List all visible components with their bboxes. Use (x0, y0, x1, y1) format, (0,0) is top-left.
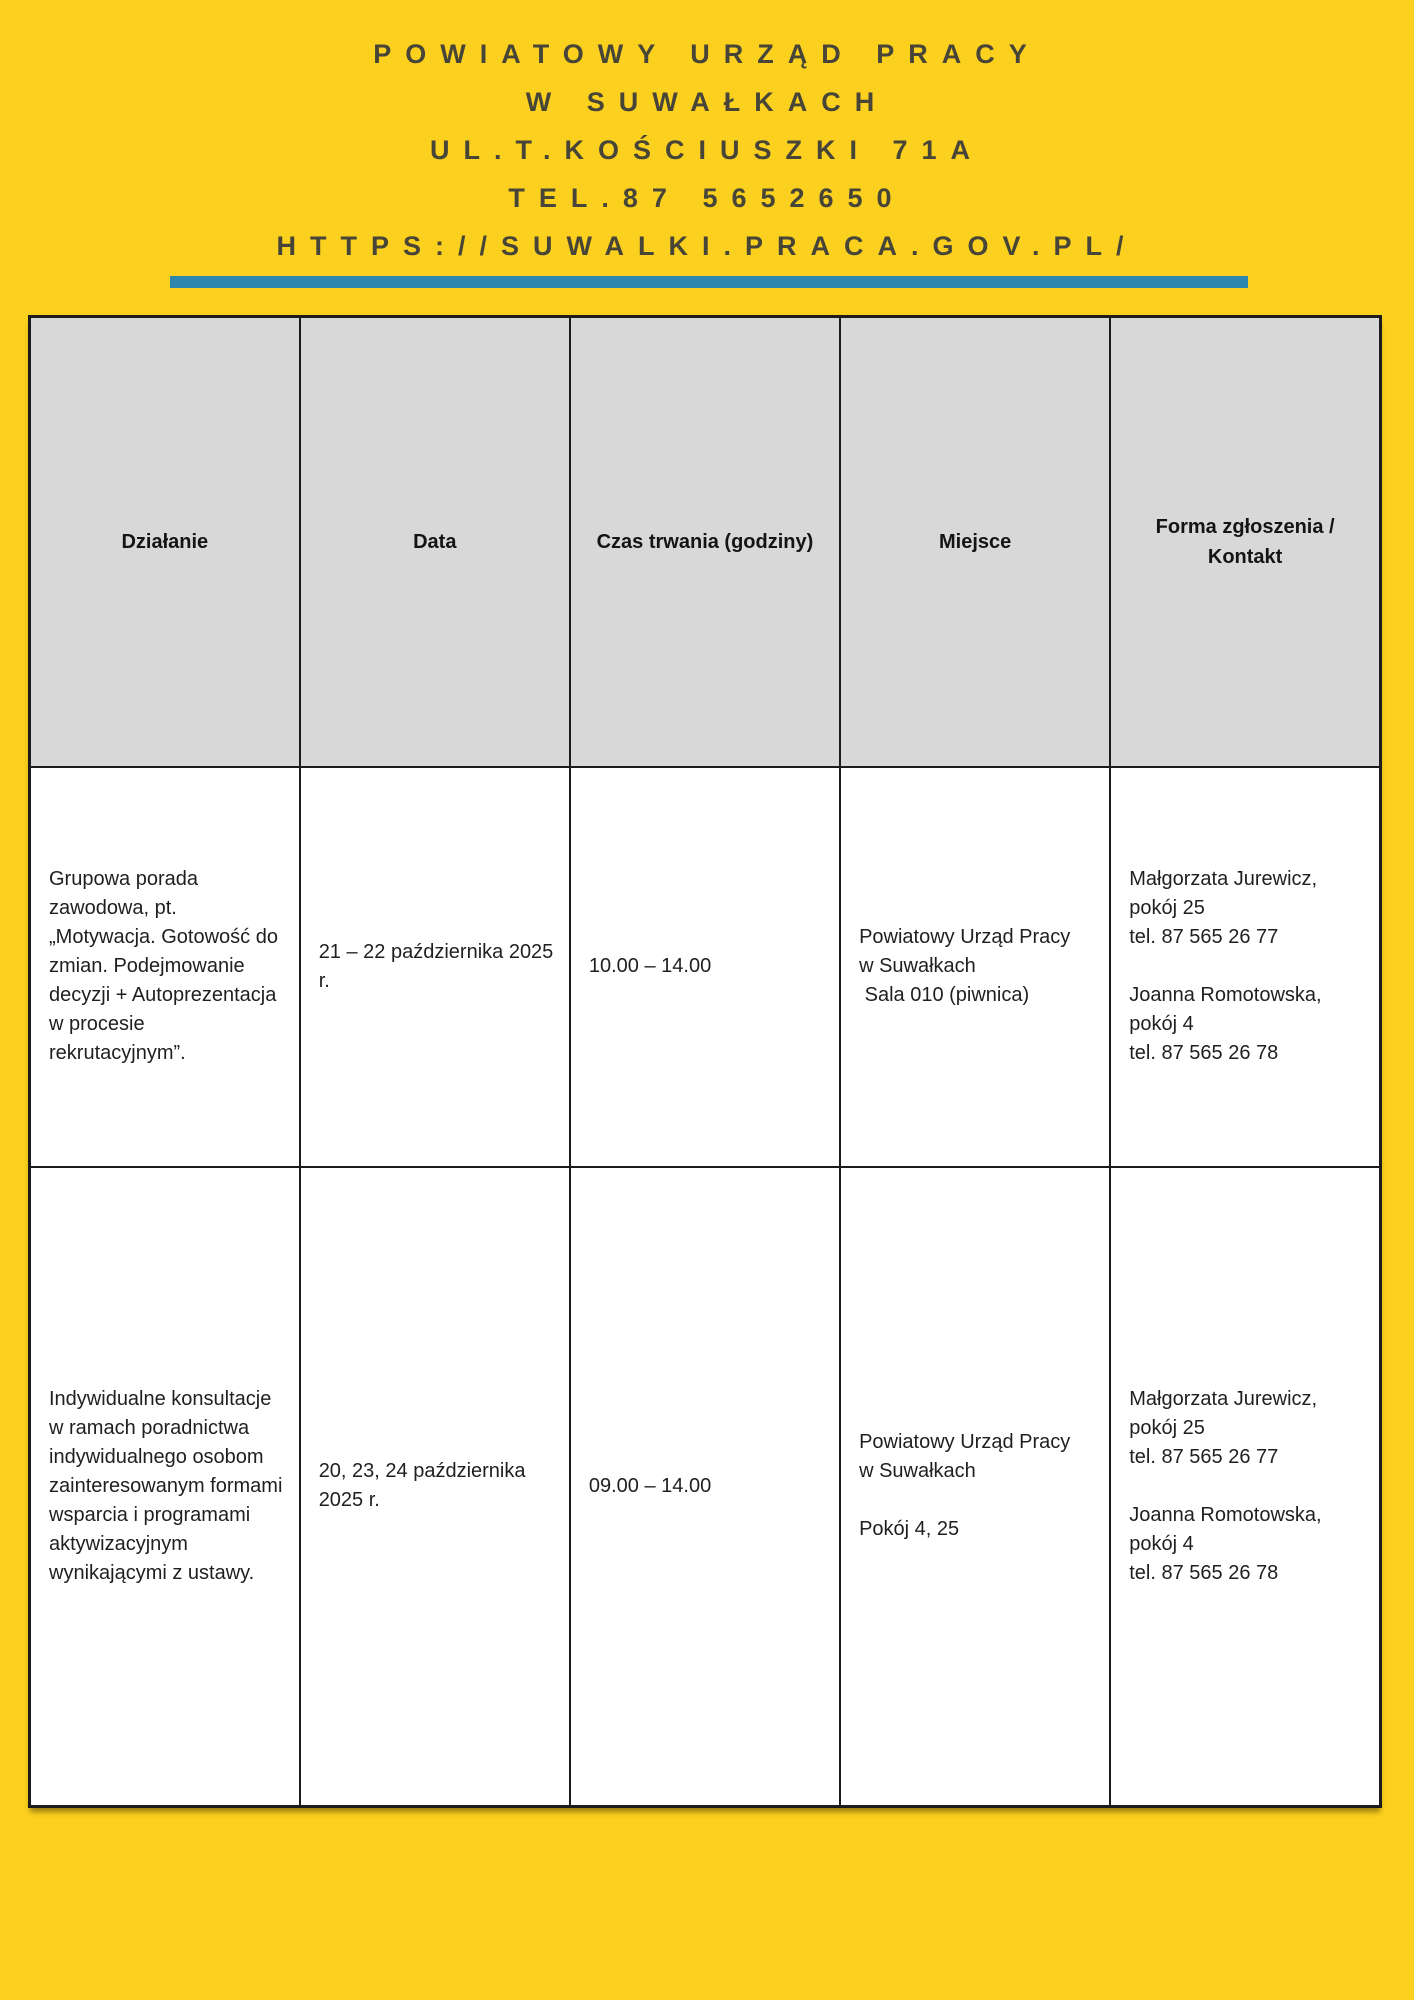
cell-line: 21 – 22 października 2025 r. (318, 940, 559, 992)
column-header-miejsce: Miejsce (840, 317, 1110, 767)
cell-line (859, 1486, 1095, 1515)
cell-line: w Suwałkach (859, 955, 976, 977)
cell-line: 10.00 – 14.00 (588, 955, 712, 977)
events-table-wrapper (28, 315, 1382, 1808)
cell-data-row-2 (300, 1167, 570, 1807)
cell-line: Sala 010 (piwnica) (859, 984, 1030, 1006)
cell-line: Powiatowy Urząd Pracy (859, 926, 1071, 948)
cell-czas-trwania-row-2 (570, 1167, 840, 1807)
cell-line: tel. 87 565 26 77 (1129, 926, 1279, 948)
cell-czas-trwania-row-1 (570, 767, 840, 1167)
cell-line: Indywidualne konsultacje w ramach poradnictwa indywidualnego osobom zainteresowanym formami wsparcia i programami aktywizacyjnym wynikającymi z ustawy. (49, 1387, 288, 1584)
cell-line: Małgorzata Jurewicz, (1129, 1387, 1318, 1410)
table-header-row (30, 317, 1381, 767)
cell-line: pokój 4 (1129, 1532, 1194, 1555)
cell-line: pokój 25 (1129, 897, 1205, 919)
cell-line: Joanna Romotowska, (1129, 1503, 1322, 1526)
table-row (30, 1167, 1381, 1807)
office-name-line-2: W SUWAŁKACH (525, 87, 889, 117)
cell-dzialanie-row-1 (30, 767, 300, 1167)
office-website-url: HTTPS://SUWALKI.PRACA.GOV.PL/ (276, 231, 1138, 261)
cell-line: Grupowa porada zawodowa, pt. „Motywacja. Gotowość do zmian. Podejmowanie decyzji + Autoprezentacja w procesie rekrutacyjnym”. (49, 868, 284, 1064)
cell-line (1129, 1472, 1365, 1501)
cell-kontakt-row-2 (1110, 1167, 1380, 1807)
cell-line: pokój 4 (1129, 1013, 1194, 1035)
column-header-data: Data (300, 317, 570, 767)
cell-line: Joanna Romotowska, (1129, 984, 1322, 1006)
cell-line: tel. 87 565 26 78 (1129, 1042, 1279, 1064)
cell-data-row-1 (300, 767, 570, 1167)
cell-line: w Suwałkach (859, 1460, 976, 1483)
cell-line: Pokój 4, 25 (859, 1518, 960, 1541)
cell-line: Małgorzata Jurewicz, (1129, 868, 1318, 890)
cell-kontakt-row-1 (1110, 767, 1380, 1167)
events-table (28, 315, 1382, 1808)
cell-line: 09.00 – 14.00 (588, 1474, 712, 1497)
table-row (30, 767, 1381, 1167)
cell-line: tel. 87 565 26 77 (1129, 1445, 1279, 1468)
cell-line: pokój 25 (1129, 1416, 1205, 1439)
column-header-kontakt: Forma zgłoszenia / Kontakt (1110, 317, 1380, 767)
accent-divider-bar (170, 276, 1248, 288)
cell-line: Powiatowy Urząd Pracy (859, 1431, 1071, 1454)
cell-miejsce-row-2 (840, 1167, 1110, 1807)
column-header-czas-trwania: Czas trwania (godziny) (570, 317, 840, 767)
cell-miejsce-row-1 (840, 767, 1110, 1167)
office-phone: TEL.87 5652650 (508, 183, 906, 213)
office-header (0, 30, 1414, 270)
cell-dzialanie-row-2 (30, 1167, 300, 1807)
column-header-dzialanie: Działanie (30, 317, 300, 767)
office-address: UL.T.KOŚCIUSZKI 71A (429, 135, 985, 165)
cell-line: tel. 87 565 26 78 (1129, 1561, 1279, 1584)
office-name-line-1: POWIATOWY URZĄD PRACY (373, 39, 1041, 69)
cell-line: 20, 23, 24 października 2025 r. (318, 1460, 532, 1512)
cell-line (1129, 952, 1365, 981)
